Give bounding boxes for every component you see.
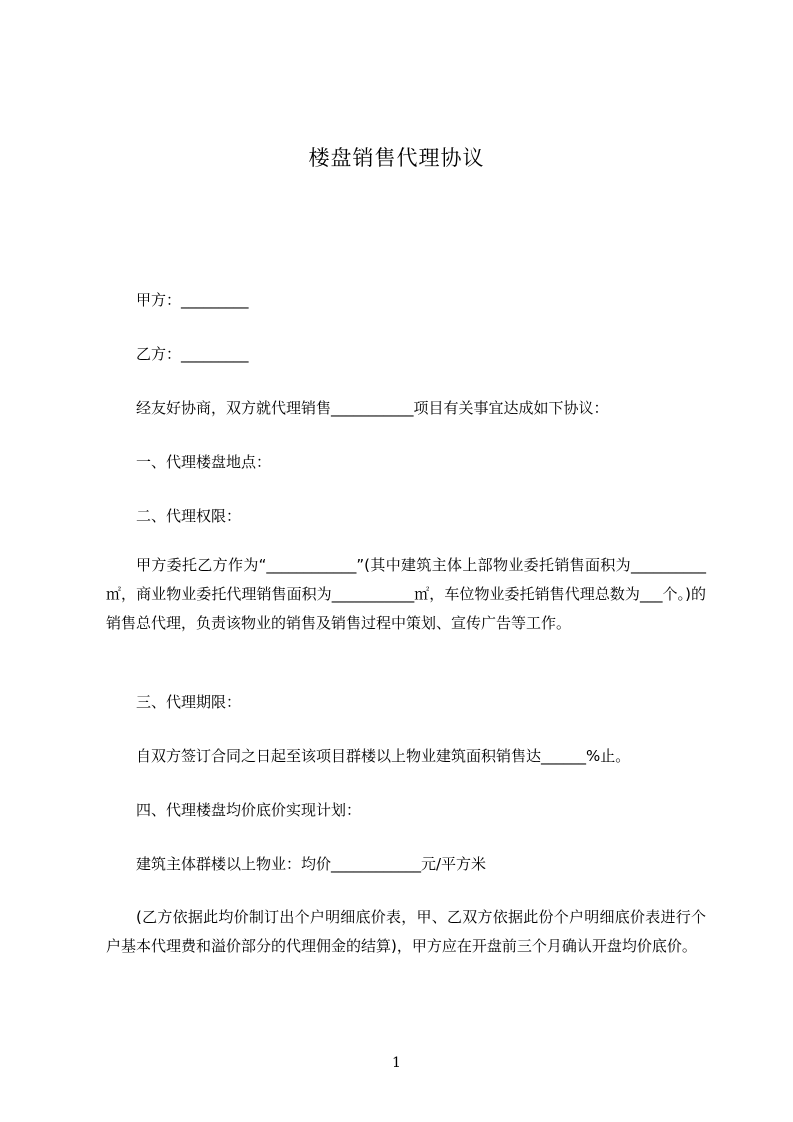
section-2-heading: 二、代理权限：	[136, 507, 242, 525]
section-3-body: 自双方签订合同之日起至该项目群楼以上物业建筑面积销售达______%止。	[136, 747, 631, 765]
party-a-line: 甲方：_________	[136, 291, 249, 309]
page-number: 1	[392, 1055, 401, 1071]
section-4-heading: 四、代理楼盘均价底价实现计划：	[136, 801, 362, 819]
section-3-heading: 三、代理期限：	[136, 693, 242, 711]
section-2-body: 甲方委托乙方作为“____________”(其中建筑主体上部物业委托销售面积为__________㎡，商业物业委托代理销售面积为___________㎡，车位物业委托销售代理总数为___个。)的销售总代理，负责该物业的销售及销售过程中策划、宣传广告等工作。	[106, 556, 706, 632]
document-title: 楼盘销售代理协议	[308, 146, 485, 170]
section-1-heading: 一、代理楼盘地点：	[136, 453, 272, 471]
section-4-price-line: 建筑主体群楼以上物业：均价____________元/平方米	[136, 855, 487, 873]
party-b-line: 乙方：_________	[136, 345, 249, 363]
section-4-body: (乙方依据此均价制订出个户明细底价表，甲、乙双方依据此份个户明细底价表进行个户基本代理费和溢价部分的代理佣金的结算)，甲方应在开盘前三个月确认开盘均价底价。	[106, 908, 706, 955]
intro-paragraph: 经友好协商，双方就代理销售___________项目有关事宜达成如下协议：	[136, 399, 609, 417]
